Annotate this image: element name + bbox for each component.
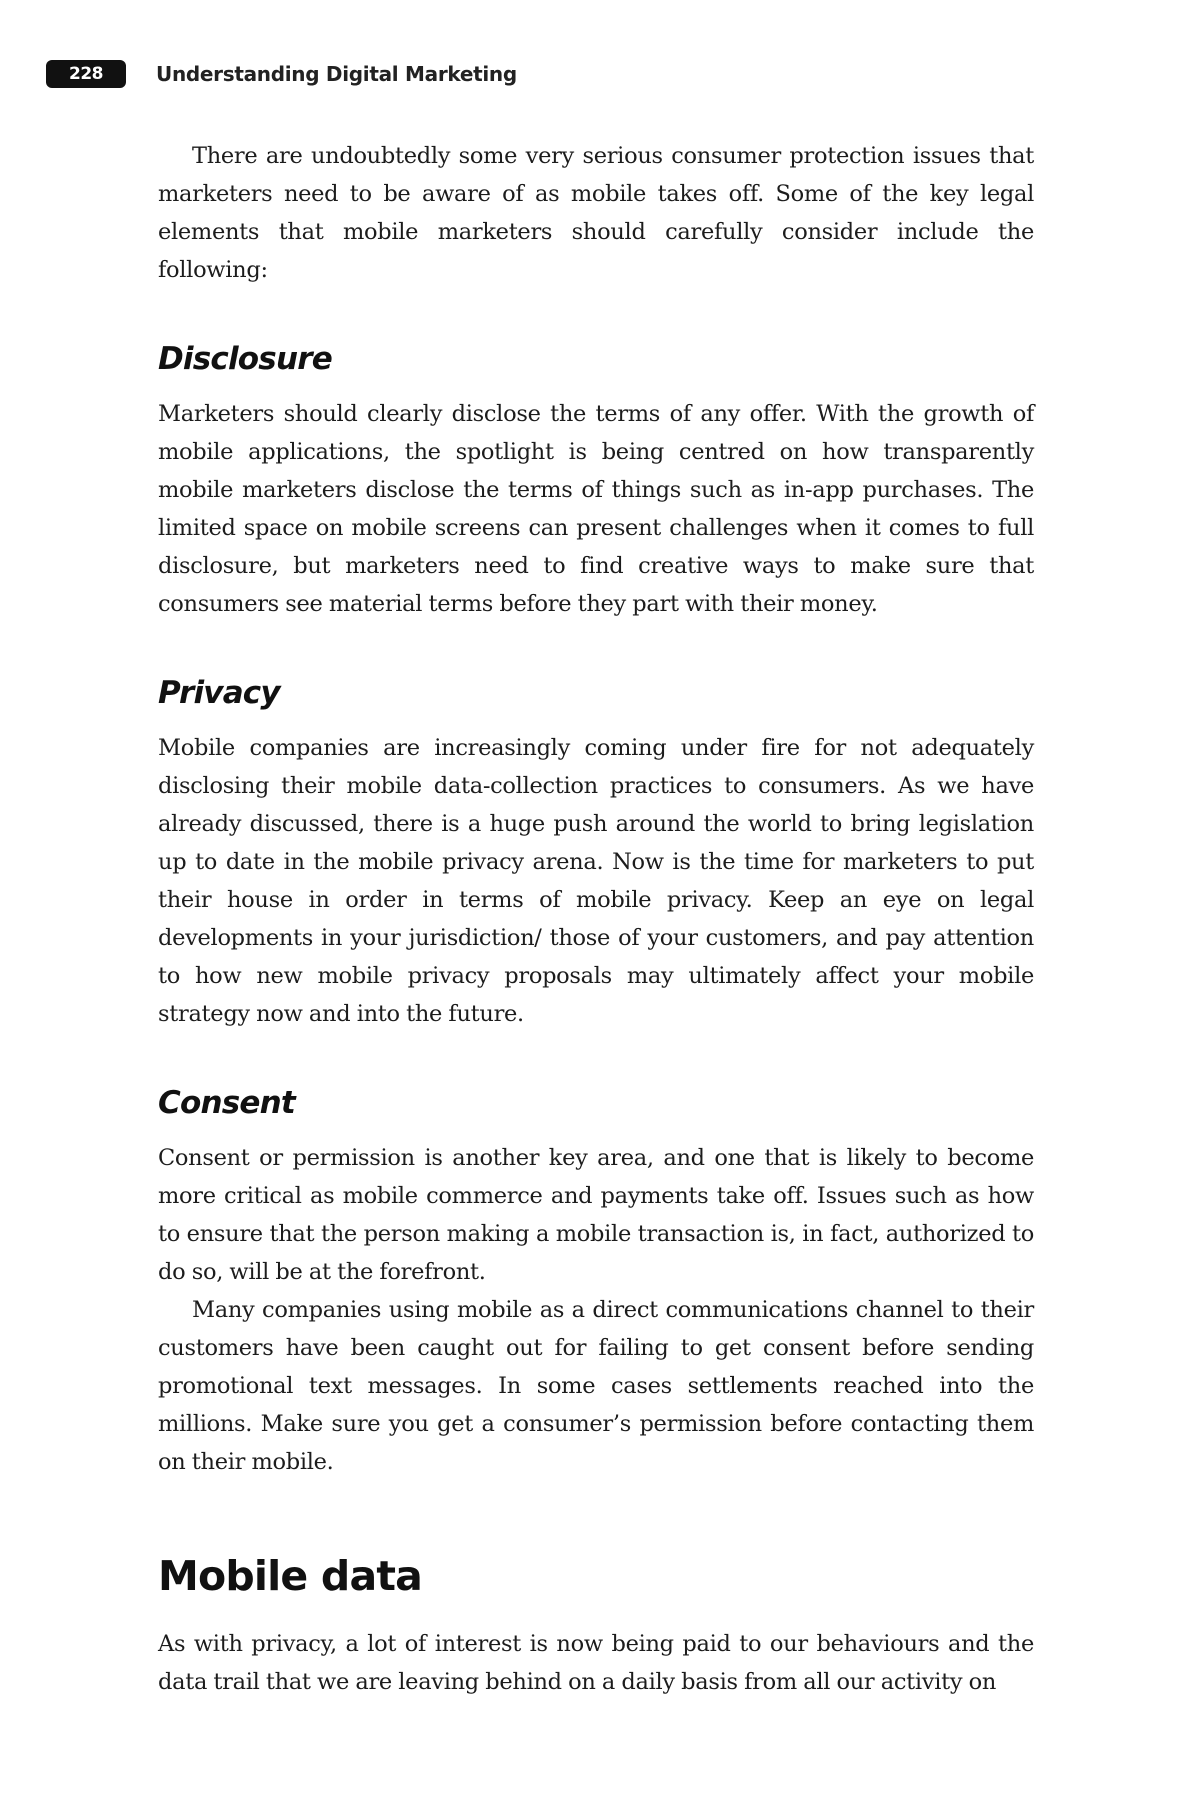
- section-heading-privacy: Privacy: [158, 675, 280, 711]
- page-number: 228: [46, 60, 126, 88]
- consent-paragraph-1: Consent or permission is another key area, and one that is likely to become more critical as mobile commerce and payments take off. Issues such as how to ensure that the person making a mobile transaction is, in fact, authorized to do so, will be at the forefront.: [158, 1145, 1034, 1285]
- section-heading-consent: Consent: [158, 1085, 295, 1121]
- consent-paragraph-2: Many companies using mobile as a direct communications channel to their customers have been caught out for failing to get consent before sending promotional text messages. In some cases settlements reached into the millions. Make sure you get a consumer’s permission before contacting them on their mobile.: [158, 1297, 1034, 1475]
- privacy-paragraph: Mobile companies are increasingly coming under fire for not adequately disclosing their mobile data-collection practices to consumers. As we have already discussed, there is a huge push around the world to bring legislation up to date in the mobile privacy arena. Now is the time for marketers to put their house in order in terms of mobile privacy. Keep an eye on legal developments in your jurisdiction/ those of your customers, and pay attention to how new mobile privacy proposals may ultimately affect your mobile strategy now and into the future.: [158, 735, 1034, 1027]
- page-content: [158, 137, 1034, 1701]
- section-heading-disclosure: Disclosure: [158, 341, 332, 377]
- mobile-data-paragraph: As with privacy, a lot of interest is now being paid to our behaviours and the data trail that we are leaving behind on a daily basis from all our activity on: [158, 1631, 1034, 1695]
- running-head: [46, 58, 517, 90]
- disclosure-paragraph: Marketers should clearly disclose the terms of any offer. With the growth of mobile applications, the spotlight is being centred on how transparently mobile marketers disclose the terms of things such as in-app purchases. The limited space on mobile screens can present challenges when it comes to full disclosure, but marketers need to find creative ways to make sure that consumers see material terms before they part with their money.: [158, 401, 1034, 617]
- intro-paragraph: There are undoubtedly some very serious consumer protection issues that marketers need to be aware of as mobile takes off. Some of the key legal elements that mobile marketers should carefully consider include the following:: [158, 143, 1034, 283]
- book-title: Understanding Digital Marketing: [156, 62, 517, 86]
- chapter-heading-mobile-data: Mobile data: [158, 1552, 422, 1600]
